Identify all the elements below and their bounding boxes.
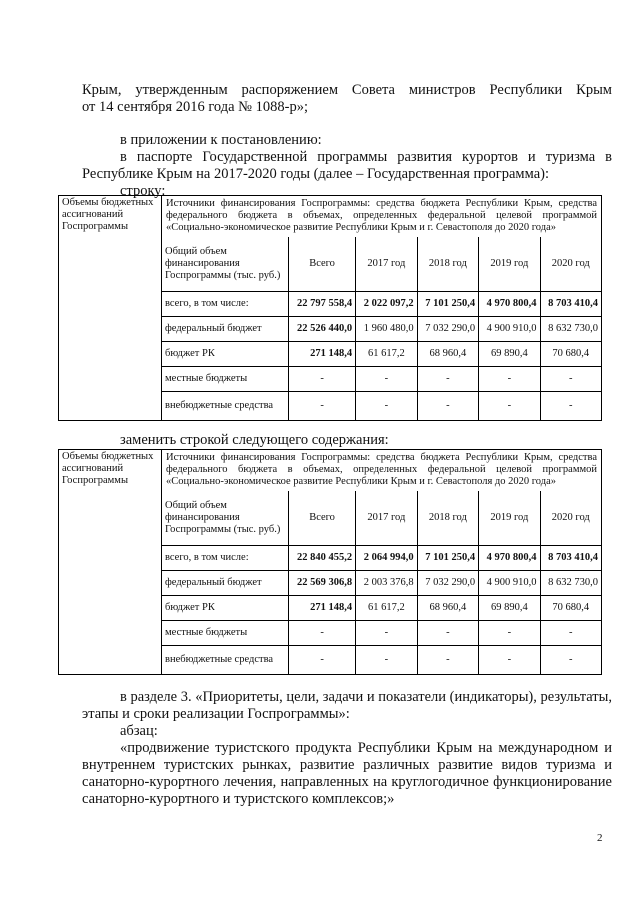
cell: - [540,392,601,421]
cell: 61 617,2 [356,342,417,367]
cell: - [356,646,417,675]
header-cell: 2019 год [479,491,540,546]
table-new-sources: Источники финансирования Госпрограммы: средства бюджета Республики Крым, средства федерального бюджета в объемах, определенных федеральной целевой программой «Социально-экономическое развитие Республики Крым и г. Севастополя до 2020 года» [166,452,597,487]
page-number: 2 [597,832,603,844]
header-cell: Всего [289,491,356,546]
cell: - [289,621,356,646]
row-label: внебюджетные средства [162,392,289,421]
table-old [58,195,602,421]
cell: 7 101 250,4 [417,546,478,571]
cell: - [540,621,601,646]
table-row [162,546,601,571]
cell: - [540,367,601,392]
cell: 4 970 800,4 [479,292,540,317]
cell: 70 680,4 [540,342,601,367]
row-label: всего, в том числе: [162,546,289,571]
table-old-sources: Источники финансирования Госпрограммы: средства бюджета Республики Крым, средства федерального бюджета в объемах, определенных федеральной целевой программой «Социально-экономическое развитие Республики Крым и г. Севастополя до 2020 года» [166,198,597,233]
header-cell: 2020 год [540,237,601,292]
cell: - [356,621,417,646]
row-word: строку: [120,183,166,199]
row-label: всего, в том числе: [162,292,289,317]
table-old-grid [162,237,601,420]
row-label: бюджет РК [162,342,289,367]
table-row [162,646,601,675]
cell: 68 960,4 [417,342,478,367]
header-cell: 2018 год [417,491,478,546]
table-new [58,449,602,675]
cell: - [417,646,478,675]
cell: 22 797 558,4 [289,292,356,317]
cell: 8 703 410,4 [540,292,601,317]
table-row [162,596,601,621]
cell: 70 680,4 [540,596,601,621]
cell: 8 632 730,0 [540,317,601,342]
cell: 2 022 097,2 [356,292,417,317]
cell: - [289,646,356,675]
cell: 271 148,4 [289,596,356,621]
row-label: местные бюджеты [162,621,289,646]
cell: 22 840 455,2 [289,546,356,571]
header-cell: 2020 год [540,491,601,546]
cell: - [417,392,478,421]
row-label: внебюджетные средства [162,646,289,675]
cell: - [356,367,417,392]
header-cell: Общий объем финансирования Госпрограммы (тыс. руб.) [162,491,289,546]
cell: - [479,621,540,646]
table-new-label: Объемы бюджетных ассигнований Госпрограммы [59,450,162,675]
cell: - [417,621,478,646]
cell: 22 526 440,0 [289,317,356,342]
quote-paragraph: «продвижение туристского продукта Республики Крым на международном и внутреннем туристских рынках, развитие различных развитие видов туризма и санаторно-курортного лечения, направленных на круглогодичное функционирование санаторно-курортного и туристского комплексов;» [82,740,612,807]
cell: - [289,367,356,392]
cell: - [479,646,540,675]
cell: 2 064 994,0 [356,546,417,571]
intro-line-1: Крым, утвержденным распоряжением Совета министров Республики Крым [82,82,612,98]
cell: 271 148,4 [289,342,356,367]
header-cell: 2017 год [356,237,417,292]
cell: 61 617,2 [356,596,417,621]
cell: - [479,367,540,392]
cell: 69 890,4 [479,596,540,621]
cell: 68 960,4 [417,596,478,621]
row-label: федеральный бюджет [162,317,289,342]
table-row [162,317,601,342]
row-label: бюджет РК [162,596,289,621]
cell: 2 003 376,8 [356,571,417,596]
cell: 4 900 910,0 [479,317,540,342]
cell: 1 960 480,0 [356,317,417,342]
replace-paragraph: заменить строкой следующего содержания: [120,432,389,448]
row-label: федеральный бюджет [162,571,289,596]
row-label: местные бюджеты [162,367,289,392]
annex-paragraph: в приложении к постановлению: [120,132,322,148]
table-row [162,621,601,646]
cell: - [289,392,356,421]
header-cell: Общий объем финансирования Госпрограммы (тыс. руб.) [162,237,289,292]
cell: - [417,367,478,392]
table-row [162,392,601,421]
table-row [162,342,601,367]
table-row [162,571,601,596]
header-cell: Всего [289,237,356,292]
cell: 7 101 250,4 [417,292,478,317]
cell: 7 032 290,0 [417,317,478,342]
table-old-label: Объемы бюджетных ассигнований Госпрограммы [59,196,162,421]
cell: 4 900 910,0 [479,571,540,596]
cell: 8 703 410,4 [540,546,601,571]
cell: 22 569 306,8 [289,571,356,596]
section-paragraph: в разделе 3. «Приоритеты, цели, задачи и показатели (индикаторы), результаты, этапы и сроки реализации Госпрограммы»: [82,689,612,722]
cell: - [356,392,417,421]
passport-paragraph: в паспорте Государственной программы развития курортов и туризма в Республике Крым на 2017-2020 годы (далее – Государственная программа): [82,149,612,182]
cell: 4 970 800,4 [479,546,540,571]
table-new-grid [162,491,601,674]
intro-line-2: от 14 сентября 2016 года № 1088-р»; [82,99,308,115]
table-row [162,367,601,392]
cell: 7 032 290,0 [417,571,478,596]
table-row [162,292,601,317]
cell: 69 890,4 [479,342,540,367]
header-cell: 2019 год [479,237,540,292]
header-cell: 2017 год [356,491,417,546]
cell: - [540,646,601,675]
cell: - [479,392,540,421]
abzac-label: абзац: [120,723,158,739]
cell: 8 632 730,0 [540,571,601,596]
header-cell: 2018 год [417,237,478,292]
